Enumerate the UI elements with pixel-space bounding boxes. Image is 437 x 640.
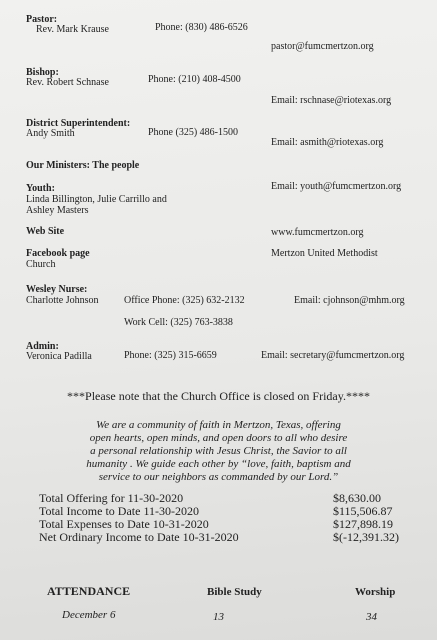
mission-line-2: open hearts, open minds, and open doors to all who desire [89, 432, 348, 444]
bible-study-heading: Bible Study [207, 586, 262, 598]
facebook-value: Mertzon United Methodist [271, 248, 378, 259]
bishop-phone: Phone: (210) 408-4500 [148, 74, 241, 85]
district-name: Andy Smith [26, 128, 75, 139]
district-email: Email: asmith@riotexas.org [271, 137, 384, 148]
office-closed-notice: ***Please note that the Church Office is closed on Friday.**** [67, 389, 370, 403]
finance-value: $115,506.87 [333, 504, 393, 518]
pastor-heading: Pastor: [26, 14, 58, 25]
bible-study-count: 13 [213, 611, 224, 623]
worship-heading: Worship [355, 586, 396, 598]
bishop-email: Email: rschnase@riotexas.org [271, 95, 392, 106]
district-heading: District Superintendent: [26, 118, 131, 129]
pastor-name: Rev. Mark Krause [36, 24, 109, 35]
finance-value: $127,898.19 [333, 517, 393, 531]
finance-value: $(-12,391.32) [333, 530, 399, 544]
ministers-heading: Our Ministers: The people [26, 160, 140, 171]
mission-line-4: humanity . We guide each other by “love, faith, baptism and [86, 458, 351, 470]
youth-heading: Youth: [26, 183, 55, 194]
nurse-cell: Work Cell: (325) 763-3838 [124, 317, 233, 328]
admin-heading: Admin: [26, 341, 59, 352]
finance-label: Total Expenses to Date 10-31-2020 [39, 517, 209, 531]
nurse-name: Charlotte Johnson [26, 295, 99, 306]
attendance-heading: ATTENDANCE [47, 584, 131, 598]
worship-count: 34 [366, 611, 377, 623]
mission-line-1: We are a community of faith in Mertzon, Texas, offering [96, 419, 341, 431]
facebook-heading: Facebook page [26, 248, 90, 259]
mission-line-5: service to our neighbors as commanded by our Lord.” [98, 471, 339, 483]
pastor-phone: Phone: (830) 486-6526 [155, 22, 248, 33]
pastor-email: pastor@fumcmertzon.org [271, 41, 374, 52]
district-phone: Phone (325) 486-1500 [148, 127, 238, 138]
bishop-heading: Bishop: [26, 67, 59, 78]
website-url: www.fumcmertzon.org [271, 227, 364, 238]
facebook-sub: Church [26, 259, 56, 270]
youth-names-line1: Linda Billington, Julie Carrillo and [26, 194, 167, 205]
mission-line-3: a personal relationship with Jesus Christ, the Savior to all [90, 445, 347, 457]
youth-names-line2: Ashley Masters [26, 205, 89, 216]
bishop-name: Rev. Robert Schnase [26, 77, 109, 88]
nurse-heading: Wesley Nurse: [26, 284, 88, 295]
attendance-date: December 6 [62, 609, 116, 621]
nurse-office-phone: Office Phone: (325) 632-2132 [124, 295, 245, 306]
finance-label: Total Income to Date 11-30-2020 [39, 504, 200, 518]
finance-label: Net Ordinary Income to Date 10-31-2020 [39, 530, 239, 544]
admin-email: Email: secretary@fumcmertzon.org [261, 350, 405, 361]
admin-phone: Phone: (325) 315-6659 [124, 350, 217, 361]
finance-label: Total Offering for 11-30-2020 [39, 491, 184, 505]
nurse-email: Email: cjohnson@mhm.org [294, 295, 405, 306]
finance-value: $8,630.00 [333, 491, 381, 505]
admin-name: Veronica Padilla [26, 351, 92, 362]
website-heading: Web Site [26, 226, 65, 237]
youth-email: Email: youth@fumcmertzon.org [271, 181, 402, 192]
